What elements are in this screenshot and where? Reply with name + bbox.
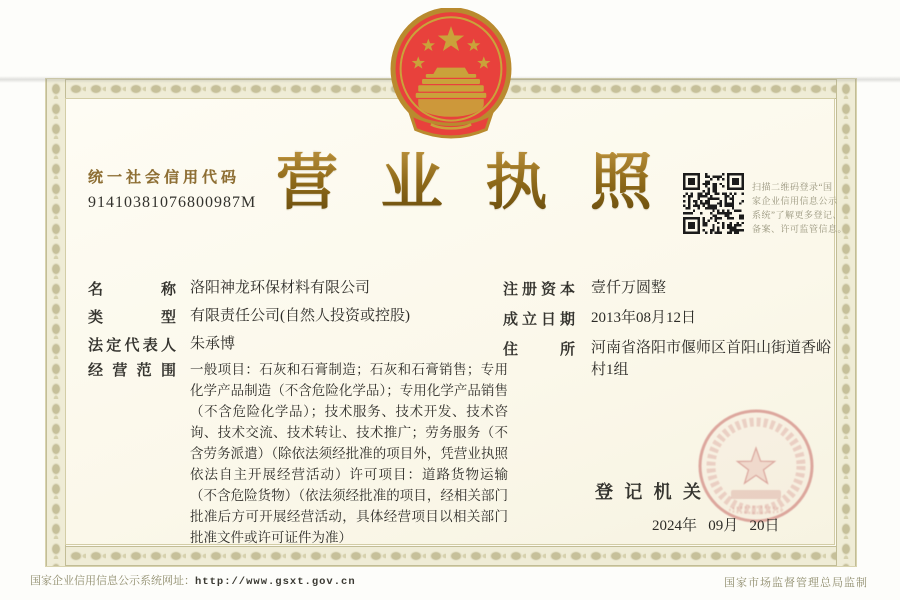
qr-caption-line: 备案、许可监管信息。 <box>752 224 848 234</box>
credit-code-label: 统一社会信用代码 <box>88 169 241 186</box>
field-registered-capital-value: 壹仟万圆整 <box>591 280 667 296</box>
license-title: 营 业 执 照 <box>276 148 652 217</box>
field-name-label: 名 称 <box>88 281 176 298</box>
field-legal-representative-value: 朱承博 <box>190 336 236 352</box>
credit-code-value: 91410381076800987M <box>88 194 257 211</box>
frame-band-bottom <box>46 546 856 566</box>
field-type <box>88 306 410 328</box>
field-type-value: 有限责任公司(自然人投资或控股) <box>190 308 410 324</box>
frame-band-right <box>836 79 856 566</box>
field-address-value: 河南省洛阳市偃师区首阳山街道香峪村1组 <box>591 340 832 378</box>
footer-url-label: 国家企业信用信息公示系统网址： <box>30 575 195 587</box>
frame-band-left <box>46 79 66 566</box>
credit-code-block <box>88 166 256 212</box>
footer-issuer: 国家市场监督管理总局监制 <box>724 577 868 589</box>
registration-seal <box>693 406 819 528</box>
national-emblem-icon <box>388 8 514 150</box>
field-name-value: 洛阳神龙环保材料有限公司 <box>190 280 371 296</box>
qr-caption-line: 家企业信用信息公示 <box>752 196 838 206</box>
field-legal-representative <box>88 334 235 356</box>
field-type-label: 类 型 <box>88 309 176 326</box>
field-establishment-date-value: 2013年08月12日 <box>591 310 697 326</box>
field-establishment-date <box>503 308 696 330</box>
field-establishment-date-label: 成 立 日 期 <box>503 311 575 328</box>
footer-public-system-url <box>30 572 356 588</box>
field-legal-representative-label: 法 定 代 表 人 <box>88 337 176 354</box>
registration-date: 2024年 09月 20日 <box>652 518 780 534</box>
qr-code <box>683 173 744 234</box>
qr-caption-line: 扫描二维码登录“国 <box>752 182 833 192</box>
field-registered-capital-label: 注 册 资 本 <box>503 281 575 298</box>
registration-authority-label: 登 记 机 关 <box>595 482 701 502</box>
field-business-scope-value: 一般项目：石灰和石膏制造；石灰和石膏销售；专用化学产品制造（不含危险化学品）；专用化学产品销售（不含危险化学品）；技术服务、技术开发、技术咨询、技术交流、技术转让、技术推广；劳务服务（不含劳务派遣）（除依法须经批准的项目外，凭营业执照依法自主开展经营活动）许可项目：道路货物运输（不含危险货物）（依法须经批准的项目，经相关部门批准后方可开展经营活动，具体经营项目以相关部门批准文件或许可证件为准） <box>190 362 508 545</box>
field-business-scope-label: 经 营 范 围 <box>88 362 176 379</box>
qr-caption-line: 系统”了解更多登记、 <box>752 210 842 220</box>
field-address-label: 住 所 <box>503 341 575 358</box>
field-name <box>88 278 370 300</box>
footer-url-value: http://www.gsxt.gov.cn <box>195 576 356 588</box>
field-registered-capital <box>503 278 666 300</box>
field-business-scope <box>88 359 508 548</box>
qr-caption <box>752 180 852 236</box>
field-address <box>503 338 839 382</box>
